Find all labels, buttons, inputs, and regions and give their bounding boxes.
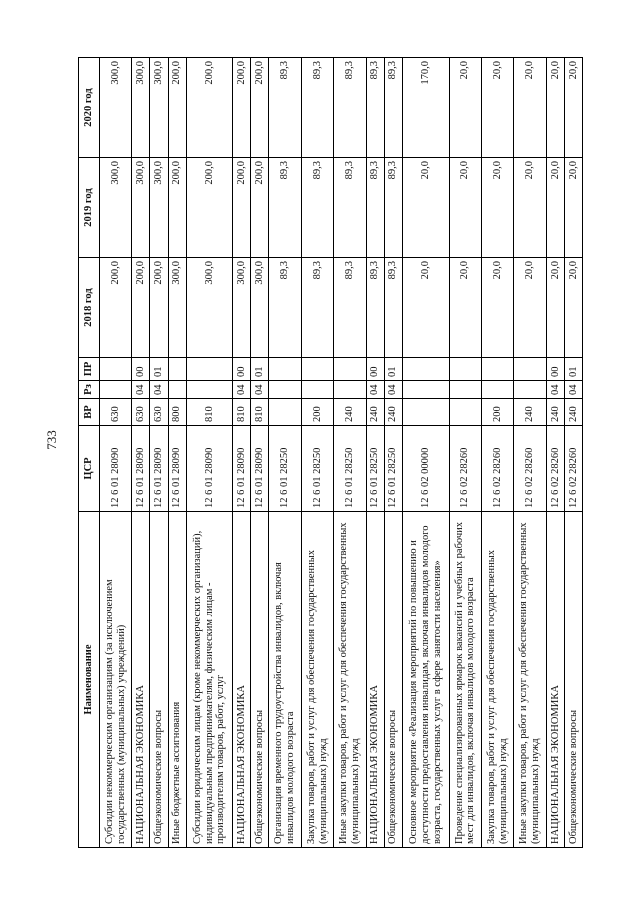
cell-y2019: 300,0 — [132, 158, 150, 258]
cell-y2018: 20,0 — [564, 258, 582, 358]
cell-name: Общеэкономические вопросы — [150, 512, 168, 848]
table-row — [546, 58, 564, 848]
cell-y2020: 20,0 — [449, 58, 481, 158]
cell-y2020: 89,3 — [384, 58, 402, 158]
cell-rz: 04 — [150, 381, 168, 399]
cell-y2019: 200,0 — [233, 158, 251, 258]
cell-csr: 12 6 02 28260 — [482, 426, 514, 512]
cell-y2018: 20,0 — [402, 258, 449, 358]
cell-rz: 04 — [384, 381, 402, 399]
cell-rz: 04 — [366, 381, 384, 399]
cell-y2018: 20,0 — [449, 258, 481, 358]
cell-rz — [269, 381, 301, 399]
cell-name: Иные закупки товаров, работ и услуг для обеспечения государственных (муниципальных) нужд — [334, 512, 366, 848]
cell-y2020: 89,3 — [366, 58, 384, 158]
cell-csr: 12 6 01 28090 — [150, 426, 168, 512]
cell-csr: 12 6 01 28090 — [132, 426, 150, 512]
table-row — [334, 58, 366, 848]
cell-csr: 12 6 01 28090 — [168, 426, 186, 512]
cell-y2020: 89,3 — [334, 58, 366, 158]
cell-y2020: 20,0 — [482, 58, 514, 158]
cell-y2018: 89,3 — [334, 258, 366, 358]
cell-y2019: 300,0 — [150, 158, 168, 258]
cell-y2019: 20,0 — [546, 158, 564, 258]
table-body — [100, 58, 583, 848]
cell-csr: 12 6 02 28260 — [514, 426, 546, 512]
cell-y2020: 200,0 — [233, 58, 251, 158]
cell-y2019: 20,0 — [402, 158, 449, 258]
cell-rz: 04 — [546, 381, 564, 399]
cell-name: Общеэкономические вопросы — [251, 512, 269, 848]
cell-csr: 12 6 02 28260 — [546, 426, 564, 512]
cell-y2019: 200,0 — [168, 158, 186, 258]
cell-pr: 00 — [233, 358, 251, 381]
cell-y2020: 200,0 — [186, 58, 233, 158]
cell-csr: 12 6 01 28250 — [301, 426, 333, 512]
cell-pr — [514, 358, 546, 381]
table-header-row — [79, 58, 100, 848]
cell-y2020: 300,0 — [132, 58, 150, 158]
cell-y2018: 20,0 — [482, 258, 514, 358]
cell-pr: 00 — [546, 358, 564, 381]
cell-name: Иные закупки товаров, работ и услуг для обеспечения государственных (муниципальных) нужд — [514, 512, 546, 848]
cell-name: Закупка товаров, работ и услуг для обеспечения государственных (муниципальных) нужд — [301, 512, 333, 848]
cell-rz — [402, 381, 449, 399]
budget-table — [78, 57, 583, 848]
cell-csr: 12 6 01 28250 — [334, 426, 366, 512]
cell-vr: 630 — [150, 399, 168, 426]
cell-csr: 12 6 01 28250 — [269, 426, 301, 512]
cell-rz — [186, 381, 233, 399]
cell-pr: 00 — [132, 358, 150, 381]
table-row — [482, 58, 514, 848]
header-pr: ПР — [79, 358, 100, 381]
table-row — [132, 58, 150, 848]
cell-y2019: 89,3 — [366, 158, 384, 258]
cell-vr — [402, 399, 449, 426]
table-row — [564, 58, 582, 848]
cell-y2018: 300,0 — [251, 258, 269, 358]
table-row — [269, 58, 301, 848]
cell-y2019: 200,0 — [251, 158, 269, 258]
cell-vr: 240 — [564, 399, 582, 426]
table-row — [514, 58, 546, 848]
table-row — [251, 58, 269, 848]
cell-vr: 200 — [482, 399, 514, 426]
cell-y2020: 89,3 — [269, 58, 301, 158]
header-2018: 2018 год — [79, 258, 100, 358]
table-row — [100, 58, 132, 848]
cell-csr: 12 6 01 28090 — [186, 426, 233, 512]
cell-rz — [301, 381, 333, 399]
cell-vr: 240 — [334, 399, 366, 426]
cell-vr: 240 — [514, 399, 546, 426]
cell-y2019: 89,3 — [269, 158, 301, 258]
cell-rz — [334, 381, 366, 399]
table-row — [186, 58, 233, 848]
table-row — [168, 58, 186, 848]
cell-y2020: 300,0 — [100, 58, 132, 158]
cell-vr: 240 — [366, 399, 384, 426]
table-row — [449, 58, 481, 848]
cell-y2020: 20,0 — [514, 58, 546, 158]
cell-vr — [269, 399, 301, 426]
table-row — [384, 58, 402, 848]
cell-y2018: 89,3 — [384, 258, 402, 358]
cell-vr: 800 — [168, 399, 186, 426]
cell-y2019: 300,0 — [100, 158, 132, 258]
cell-y2018: 200,0 — [150, 258, 168, 358]
cell-vr: 810 — [251, 399, 269, 426]
cell-y2019: 89,3 — [384, 158, 402, 258]
table-row — [150, 58, 168, 848]
cell-rz: 04 — [233, 381, 251, 399]
cell-y2018: 200,0 — [132, 258, 150, 358]
cell-name: Субсидии юридическим лицам (кроме некоммерческих организаций), индивидуальным предпринимателям, физическим лицам - производителям товаров, работ, услуг — [186, 512, 233, 848]
cell-y2018: 300,0 — [168, 258, 186, 358]
cell-vr: 810 — [186, 399, 233, 426]
cell-rz — [514, 381, 546, 399]
cell-pr: 01 — [564, 358, 582, 381]
cell-y2019: 20,0 — [514, 158, 546, 258]
cell-name: НАЦИОНАЛЬНАЯ ЭКОНОМИКА — [546, 512, 564, 848]
cell-csr: 12 6 02 00000 — [402, 426, 449, 512]
table-row — [301, 58, 333, 848]
cell-name: Организация временного трудоустройства инвалидов, включая инвалидов молодого возраста — [269, 512, 301, 848]
cell-csr: 12 6 02 28260 — [564, 426, 582, 512]
cell-vr — [449, 399, 481, 426]
cell-pr: 00 — [366, 358, 384, 381]
page-number: 733 — [44, 430, 59, 450]
cell-name: Общеэкономические вопросы — [564, 512, 582, 848]
cell-pr — [186, 358, 233, 381]
header-name: Наименование — [79, 512, 100, 848]
cell-y2018: 20,0 — [514, 258, 546, 358]
cell-pr: 01 — [384, 358, 402, 381]
cell-y2018: 300,0 — [233, 258, 251, 358]
header-vr: ВР — [79, 399, 100, 426]
cell-name: Основное мероприятие «Реализация мероприятий по повышению и доступности предоставления инвалидам, включая инвалидов молодого возраста, государственных услуг в сфере занятости населения» — [402, 512, 449, 848]
cell-name: Субсидии некоммерческим организациям (за исключением государственных (муниципальных) учреждений) — [100, 512, 132, 848]
header-2020: 2020 год — [79, 58, 100, 158]
cell-y2019: 200,0 — [186, 158, 233, 258]
cell-name: Закупка товаров, работ и услуг для обеспечения государственных (муниципальных) нужд — [482, 512, 514, 848]
cell-y2019: 20,0 — [449, 158, 481, 258]
table-row — [402, 58, 449, 848]
cell-pr — [168, 358, 186, 381]
cell-y2018: 200,0 — [100, 258, 132, 358]
cell-y2018: 89,3 — [366, 258, 384, 358]
table-row — [366, 58, 384, 848]
cell-vr: 630 — [132, 399, 150, 426]
cell-pr: 01 — [251, 358, 269, 381]
cell-y2019: 89,3 — [301, 158, 333, 258]
cell-y2020: 200,0 — [251, 58, 269, 158]
header-csr: ЦСР — [79, 426, 100, 512]
table-row — [233, 58, 251, 848]
cell-y2020: 20,0 — [546, 58, 564, 158]
cell-y2019: 20,0 — [564, 158, 582, 258]
cell-rz: 04 — [251, 381, 269, 399]
cell-y2018: 89,3 — [269, 258, 301, 358]
cell-y2019: 20,0 — [482, 158, 514, 258]
cell-pr — [402, 358, 449, 381]
cell-y2018: 20,0 — [546, 258, 564, 358]
cell-y2020: 20,0 — [564, 58, 582, 158]
cell-pr — [269, 358, 301, 381]
cell-y2020: 89,3 — [301, 58, 333, 158]
cell-rz — [168, 381, 186, 399]
cell-rz: 04 — [564, 381, 582, 399]
cell-vr: 240 — [546, 399, 564, 426]
cell-name: НАЦИОНАЛЬНАЯ ЭКОНОМИКА — [366, 512, 384, 848]
cell-rz — [100, 381, 132, 399]
cell-y2018: 89,3 — [301, 258, 333, 358]
cell-vr: 200 — [301, 399, 333, 426]
header-2019: 2019 год — [79, 158, 100, 258]
cell-y2020: 300,0 — [150, 58, 168, 158]
cell-pr — [334, 358, 366, 381]
cell-pr — [301, 358, 333, 381]
cell-rz — [482, 381, 514, 399]
cell-csr: 12 6 02 28260 — [449, 426, 481, 512]
cell-name: НАЦИОНАЛЬНАЯ ЭКОНОМИКА — [132, 512, 150, 848]
cell-vr: 630 — [100, 399, 132, 426]
cell-name: Общеэкономические вопросы — [384, 512, 402, 848]
cell-csr: 12 6 01 28250 — [384, 426, 402, 512]
cell-y2019: 89,3 — [334, 158, 366, 258]
cell-name: Иные бюджетные ассигнования — [168, 512, 186, 848]
cell-pr — [449, 358, 481, 381]
cell-pr — [482, 358, 514, 381]
cell-csr: 12 6 01 28250 — [366, 426, 384, 512]
cell-y2020: 200,0 — [168, 58, 186, 158]
rotated-table-wrapper — [78, 58, 583, 848]
cell-vr: 240 — [384, 399, 402, 426]
cell-vr: 810 — [233, 399, 251, 426]
cell-y2018: 300,0 — [186, 258, 233, 358]
cell-name: НАЦИОНАЛЬНАЯ ЭКОНОМИКА — [233, 512, 251, 848]
cell-pr: 01 — [150, 358, 168, 381]
cell-y2020: 170,0 — [402, 58, 449, 158]
header-rz: Рз — [79, 381, 100, 399]
cell-name: Проведение специализированных ярмарок вакансий и учебных рабочих мест для инвалидов, включая инвалидов молодого возраста — [449, 512, 481, 848]
cell-csr: 12 6 01 28090 — [233, 426, 251, 512]
cell-csr: 12 6 01 28090 — [251, 426, 269, 512]
cell-pr — [100, 358, 132, 381]
cell-rz: 04 — [132, 381, 150, 399]
cell-rz — [449, 381, 481, 399]
cell-csr: 12 6 01 28090 — [100, 426, 132, 512]
